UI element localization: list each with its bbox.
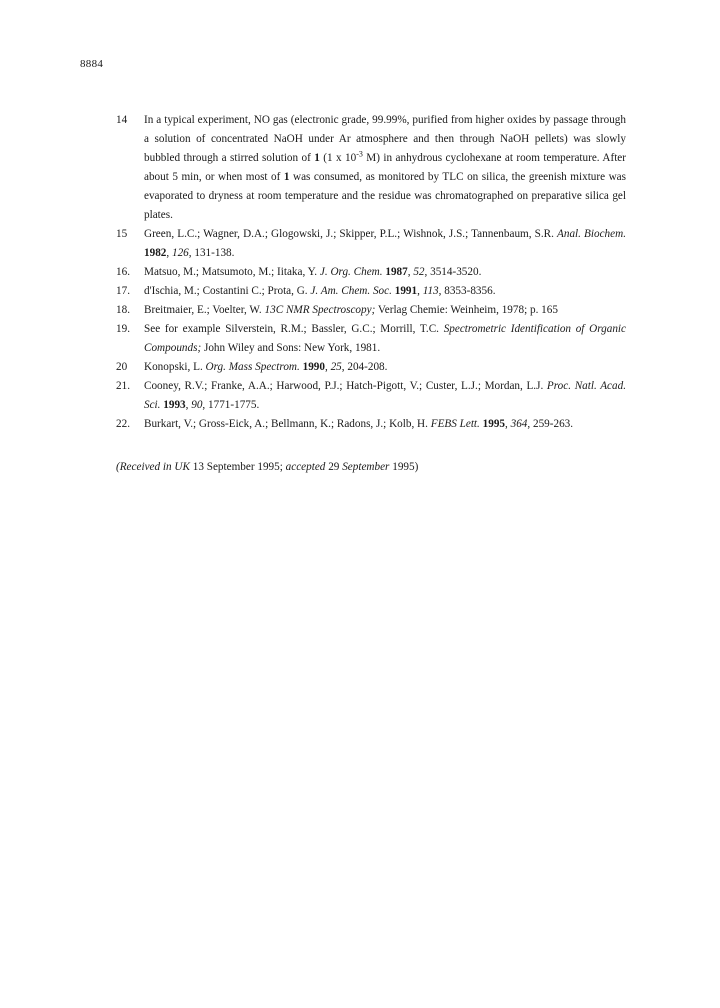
text-segment: , (185, 399, 192, 411)
reference-item (116, 282, 626, 301)
reference-number: 21. (116, 380, 130, 392)
text-segment: Verlag Chemie: Weinheim, 1978; p. 165 (375, 304, 558, 316)
reference-item (116, 111, 626, 225)
text-segment: 126 (171, 247, 189, 259)
reference-number: 20 (116, 361, 128, 373)
text-segment: (Received in UK (116, 461, 190, 473)
text-segment: September (342, 461, 390, 473)
text-segment: Proc. Natl. Acad. Sci. (144, 380, 627, 411)
text-segment: Anal. Biochem. (557, 228, 626, 240)
reference-text (144, 301, 626, 320)
text-segment: J. Am. Chem. Soc. (310, 285, 392, 297)
text-segment: 1982 (144, 247, 167, 259)
reference-text (144, 377, 626, 415)
text-segment: , 1771-1775. (202, 399, 260, 411)
text-segment: Burkart, V.; Gross-Eick, A.; Bellmann, K.; Radons, J.; Kolb, H. (144, 418, 431, 430)
text-segment: Green, L.C.; Wagner, D.A.; Glogowski, J.; Skipper, P.L.; Wishnok, J.S.; Tannenbaum, S.R. (144, 228, 558, 240)
text-segment: , 131-138. (188, 247, 235, 259)
reference-number: 15 (116, 228, 128, 240)
text-segment: , (407, 266, 414, 278)
reference-number: 19. (116, 323, 130, 335)
reference-item (116, 377, 626, 415)
reference-number: 22. (116, 418, 130, 430)
text-segment: , 8353-8356. (438, 285, 496, 297)
reference-text (144, 415, 626, 434)
reference-number: 14 (116, 114, 128, 126)
reference-number: 18. (116, 304, 130, 316)
text-segment: 1995 (482, 418, 505, 430)
text-segment: 25 (330, 361, 342, 373)
reference-text (144, 282, 626, 301)
text-segment: 1 (314, 152, 320, 164)
text-segment: Spectrometric Identification of Organic Compounds; (144, 323, 626, 354)
reference-item (116, 225, 626, 263)
text-segment: 13 September 1995; (189, 461, 286, 473)
text-segment: , (505, 418, 511, 430)
text-segment: Konopski, L. (144, 361, 206, 373)
text-segment: 1993 (163, 399, 186, 411)
reference-text (144, 358, 626, 377)
text-segment: , (166, 247, 172, 259)
text-segment: Matsuo, M.; Matsumoto, M.; Iitaka, Y. (144, 266, 320, 278)
reference-text (144, 111, 626, 225)
text-segment: Org. Mass Spectrom. (205, 361, 300, 373)
text-segment: 90 (191, 399, 203, 411)
text-segment: John Wiley and Sons: New York, 1981. (201, 342, 381, 354)
text-segment: Breitmaier, E.; Voelter, W. (144, 304, 265, 316)
reference-item (116, 320, 626, 358)
text-segment: 1991 (394, 285, 418, 297)
text-segment: -3 (356, 149, 363, 159)
text-segment: 52 (413, 266, 425, 278)
text-segment: , 204-208. (341, 361, 388, 373)
text-segment: See for example Silverstein, R.M.; Bassler, G.C.; Morrill, T.C. (144, 323, 444, 335)
text-segment: M) in anhydrous cyclohexane at room temperature. After about 5 min, or when most of (144, 152, 626, 183)
text-segment: , 259-263. (527, 418, 574, 430)
reference-item (116, 415, 626, 434)
reference-list (116, 111, 626, 434)
text-segment: 1995) (389, 461, 419, 473)
text-segment: , 3514-3520. (424, 266, 482, 278)
text-segment: d'Ischia, M.; Costantini C.; Prota, G. (144, 285, 311, 297)
text-segment: 29 (325, 461, 343, 473)
text-segment: 1987 (385, 266, 408, 278)
reference-item (116, 358, 626, 377)
text-segment: 1 (283, 171, 290, 183)
reference-text (144, 263, 626, 282)
text-segment: 13C NMR Spectroscopy; (264, 304, 376, 316)
text-segment: 364 (510, 418, 528, 430)
received-note (116, 461, 418, 473)
text-segment: accepted (285, 461, 326, 473)
reference-text (144, 225, 626, 263)
text-segment: was consumed, as monitored by TLC on silica, the greenish mixture was evaporated to dryness at room temperature and the residue was chromatographed on preparative silica gel plates. (144, 171, 626, 221)
text-segment: FEBS Lett. (430, 418, 480, 430)
page-number: 8884 (80, 58, 104, 70)
reference-item (116, 301, 626, 320)
text-segment: , (417, 285, 423, 297)
reference-text (144, 320, 626, 358)
text-segment: Cooney, R.V.; Franke, A.A.; Harwood, P.J.; Hatch-Pigott, V.; Custer, L.J.; Mordan, L.J. (144, 380, 547, 392)
text-segment: , (324, 361, 331, 373)
text-segment: (1 x 10 (319, 152, 357, 164)
text-segment: 113 (422, 285, 439, 297)
reference-number: 17. (116, 285, 130, 297)
reference-number: 16. (116, 266, 130, 278)
text-segment: In a typical experiment, NO gas (electronic grade, 99.99%, purified from higher oxides by passage through a solution of concentrated NaOH under Ar atmosphere and then through NaOH pellets) was slowly bubbled through a stirred solution of (144, 114, 626, 164)
reference-item (116, 263, 626, 282)
text-segment: J. Org. Chem. (319, 266, 383, 278)
text-segment: 1990 (302, 361, 325, 373)
